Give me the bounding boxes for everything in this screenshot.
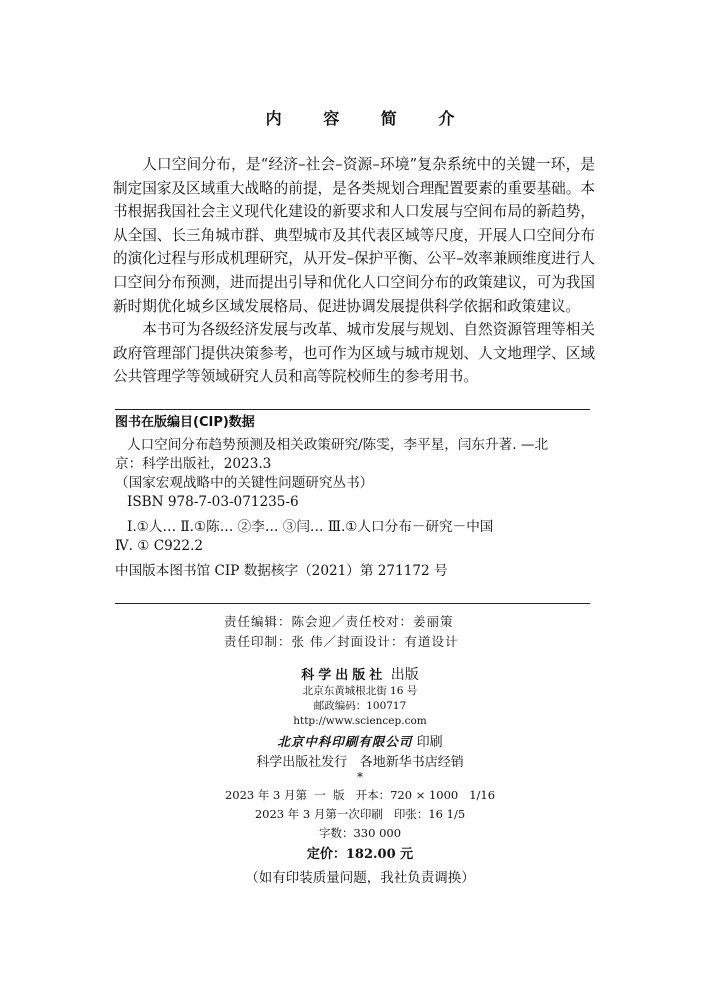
intro-paragraph-2: 本书可为各级经济发展与改革、城市发展与规划、自然资源管理等相关政府管理部门提供决策参考，也可作为区域与城市规划、人文地理学、区域公共管理学等领域研究人员和高等院校师生的参考用书。 (113, 321, 595, 386)
edition-block (0, 786, 720, 843)
publisher-suffix: 出版 (386, 667, 419, 683)
cip-heading: 图书在版编目(CIP)数据 (115, 415, 255, 430)
edition-line-1: 2023 年 3 月第 一 版 开本：720 × 1000 1/16 (224, 788, 496, 802)
cip-data-block (115, 411, 593, 581)
publisher-url: http://www.sciencep.com (293, 715, 427, 727)
cip-classification: Ⅰ.①人… Ⅱ.①陈… ②李… ③闫… Ⅲ.①人口分布－研究－中国 (127, 519, 494, 535)
cip-classification-cont: Ⅳ. ① C922.2 (115, 538, 204, 554)
cip-title-line-cont: 京：科学出版社，2023.3 (115, 456, 272, 472)
quality-notice: （如有印装质量问题，我社负责调换） (245, 870, 475, 886)
cip-series: （国家宏观战略中的关键性问题研究丛书） (115, 475, 374, 491)
printer-suffix: 印刷 (412, 735, 443, 750)
price: 定价：182.00 元 (306, 847, 414, 862)
cip-record-number: 中国版本图书馆 CIP 数据核字（2021）第 271172 号 (115, 563, 448, 579)
publisher-postcode: 邮政编码：100717 (313, 700, 407, 712)
credit-production: 责任印制：张 伟／封面设计：有道设计 (224, 634, 459, 649)
printer-line (0, 731, 720, 750)
publisher-address: 北京东黄城根北街 16 号 (302, 685, 418, 697)
word-count: 字数：330 000 (318, 826, 402, 840)
page-title: 内 容 简 介 (265, 109, 473, 128)
intro-paragraph-1: 人口空间分布，是“经济–社会–资源–环境”复杂系统中的关键一环，是制定国家及区域重大战略的前提，是各类规划合理配置要素的重要基础。本书根据我国社会主义现代化建设的新要求和人口发展与空间布局的新趋势，从全国、长三角城市群、典型城市及其代表区域等尺度，开展人口空间分布的演化过程与形成机理研究，从开发–保护平衡、公平–效率兼顾维度进行人口空间分布预测，进而提出引导和优化人口空间分布的政策建议，可为我国新时期优化城乡区域发展格局、促进协调发展提供科学依据和政策建议。 (113, 156, 595, 315)
separator-star: * (357, 770, 363, 784)
publisher-logo-text: 科学出版社 (301, 668, 387, 683)
cip-isbn: ISBN 978-7-03-071235-6 (127, 494, 299, 510)
cip-bottom-rule (115, 603, 590, 604)
cip-top-rule (115, 409, 590, 410)
credit-editors: 责任编辑：陈会迎／责任校对：姜丽策 (224, 614, 454, 629)
publisher-block (0, 664, 720, 729)
cip-title-line: 人口空间分布趋势预测及相关政策研究/陈雯，李平星，闫东升著. —北 (127, 437, 549, 453)
edition-line-2: 2023 年 3 月第一次印刷 印张：16 1/5 (254, 807, 466, 821)
distribution-line: 科学出版社发行 各地新华书店经销 (256, 755, 464, 770)
printer-name: 北京中科印刷有限公司 (277, 734, 413, 749)
book-introduction (113, 153, 595, 389)
editorial-credits (224, 612, 458, 652)
